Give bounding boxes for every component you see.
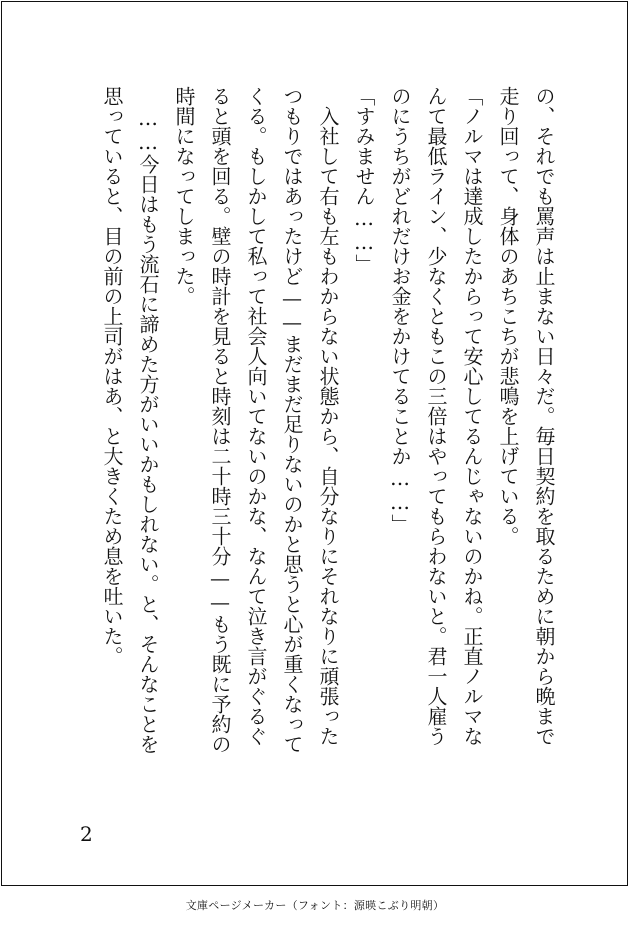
text-column: 思っていると、目の前の上司がはあ、と大きくため息を吐いた。	[100, 86, 124, 666]
text-column: 「ノルマは達成したからって安心してるんじゃないのかね。正直ノルマな	[460, 86, 484, 746]
text-column: の、それでも罵声は止まない日々だ。毎日契約を取るために朝から晩まで	[532, 86, 556, 746]
text-column: んて最低ライン、少なくともこの三倍はやってもらわないと。君一人雇う	[424, 86, 448, 746]
text-column: 「すみません……」	[352, 86, 376, 274]
text-column: 時間になってしまった。	[172, 86, 196, 306]
text-column: つもりではあったけど——まだまだ足りないのかと思うと心が重くなって	[280, 86, 304, 754]
text-column: のにうちがどれだけお金をかけてることか……」	[388, 86, 412, 534]
vertical-text-block	[68, 86, 562, 816]
text-column: 入社して右も左もわからない状態から、自分なりにそれなりに頑張った	[316, 86, 340, 746]
book-page	[1, 1, 628, 886]
text-column: ……今日はもう流石に諦めた方がいいかもしれない。と、そんなことを	[136, 86, 160, 754]
page-number: 2	[80, 822, 93, 846]
text-column: くる。もしかして私って社会人向いてないのかな、なんて泣き言がぐるぐ	[244, 86, 268, 746]
footer-credit: 文庫ページメーカー（フォント：源暎こぶり明朝）	[185, 899, 445, 912]
text-column: ると頭を回る。壁の時計を見ると時刻は二十時三十分——もう既に予約の	[208, 86, 232, 754]
text-column: 走り回って、身体のあちこちが悲鳴を上げている。	[496, 86, 520, 546]
